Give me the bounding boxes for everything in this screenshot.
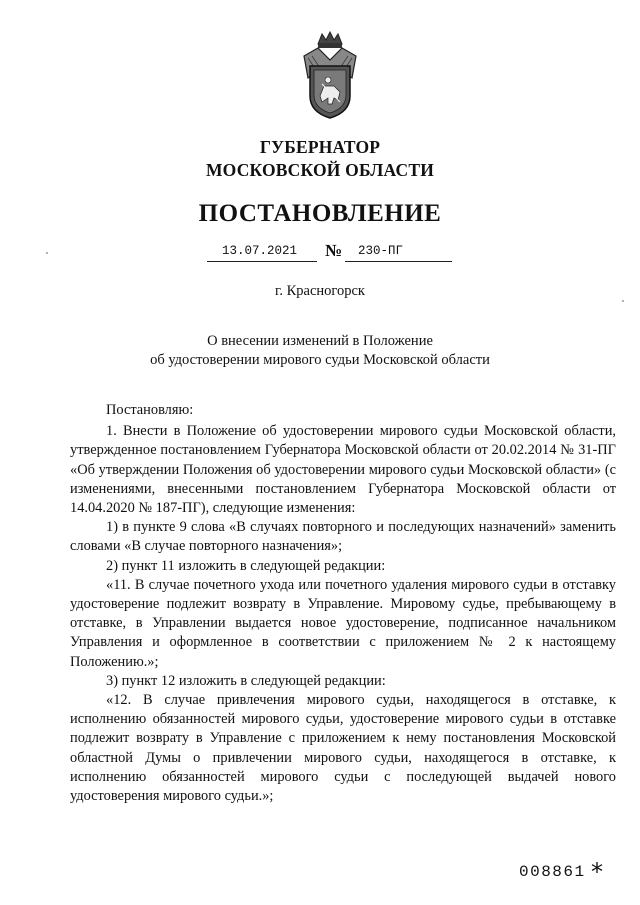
document-body (70, 401, 616, 806)
coat-of-arms-icon (294, 30, 366, 120)
document-type-title: ПОСТАНОВЛЕНИЕ (198, 200, 442, 227)
number-sign: № (325, 241, 343, 260)
subject-line2: об удостоверении мирового судьи Московской области (150, 352, 490, 368)
governor-title-line2: МОСКОВСКОЙ ОБЛАСТИ (205, 160, 435, 180)
paragraph-1: 1. Внести в Положение об удостоверении мирового судьи Московской области, утвержденное постановлением Губернатора Московской области от 20.02.2014 № 31-ПГ «Об утверждении Положения об удостоверении мирового судьи Московской области» (с изменениями, внесенными постановлением Губернатора Московской области от 14.04.2020 № 187-ПГ), следующие изменения: (70, 423, 616, 517)
star-mark: * (591, 858, 603, 886)
paragraph-1-item-3: 3) пункт 12 изложить в следующей редакции: (106, 672, 386, 689)
scan-dot (622, 300, 624, 302)
paragraph-1-item-3-text: «12. В случае привлечения мирового судьи, находящегося в отставке, к исполнению обязанностей мирового судьи, удостоверение мирового судьи в отставке подлежит возврату в Управление с приложением к нему постановления Московской областной Думы о привлечении мирового судьи, находящегося в отставке, к исполнению обязанностей мирового судьи с последующей выдачей нового удостоверения мирового судьи.»; (70, 692, 616, 805)
paragraph-1-item-2: 2) пункт 11 изложить в следующей редакции: (106, 557, 386, 574)
city: г. Красногорск (275, 283, 365, 299)
registration-line (0, 241, 640, 266)
document-date: 13.07.2021 (222, 244, 298, 258)
paragraph-1-item-1: 1) в пункте 9 слова «В случаях повторного и последующих назначений» заменить словами «В случае повторного назначения»; (70, 519, 616, 555)
decree-word: Постановляю: (106, 402, 194, 418)
paragraph-1-item-2-text: «11. В случае почетного ухода или почетного удаления мирового судьи в отставку удостоверение подлежит возврату в Управление. Мировому судье, пребывающему в отставке, в Управлении выдается новое удостоверение, подписанное начальником Управления и оформленное в соответствии с приложением № 2 к настоящему Положению.»; (70, 576, 616, 670)
document-number: 230-ПГ (358, 244, 404, 258)
registration-serial-number: 008861 (519, 863, 586, 881)
date-underline (207, 261, 317, 262)
scan-dot (46, 252, 48, 254)
governor-title-line1: ГУБЕРНАТОР (259, 137, 381, 157)
number-underline (345, 261, 452, 262)
subject-line1: О внесении изменений в Положение (207, 333, 433, 349)
